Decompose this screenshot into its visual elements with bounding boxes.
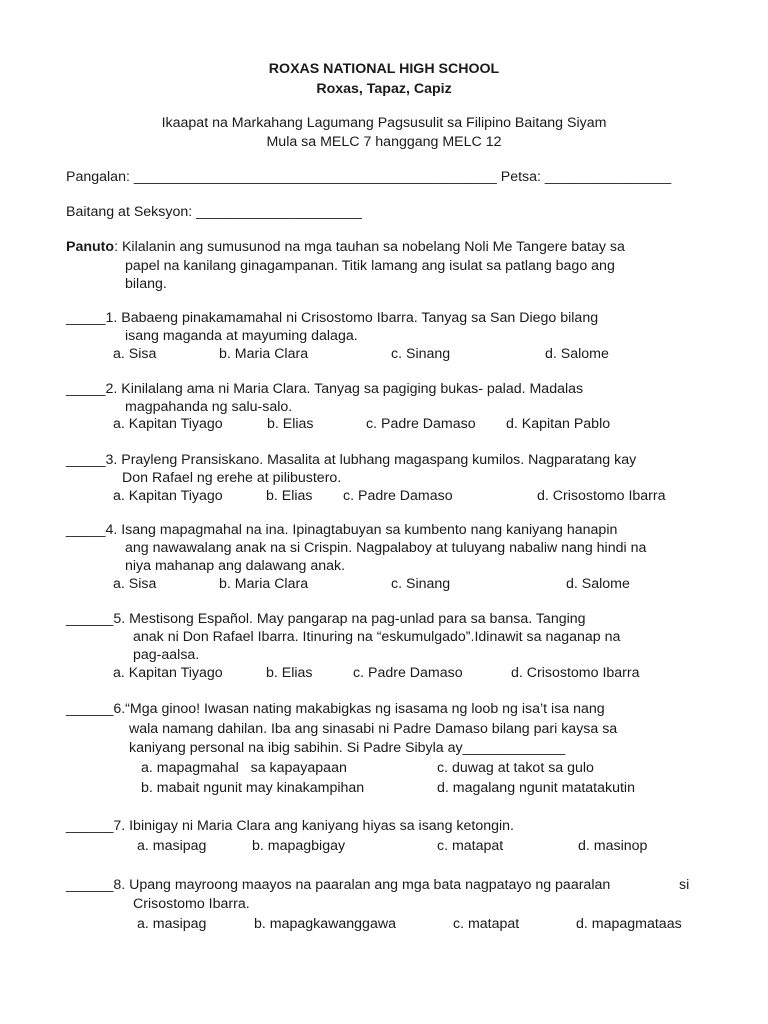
grade-section-line: Baitang at Seksyon: _____________________ [66,204,362,220]
question-5-text-cont-1: anak ni Don Rafael Ibarra. Itinuring na “eskumulgado”.Idinawit sa naganap na [133,629,621,645]
question-6-text-cont-1: wala namang dahilan. Iba ang sinasabi ni Padre Damaso bilang pari kaysa sa [129,721,618,737]
q4-choice-b: b. Maria Clara [219,576,309,592]
q2-choice-d: d. Kapitan Pablo [506,416,611,432]
q3-choice-b: b. Elias [266,488,313,504]
q7-choice-d: d. masinop [578,838,648,854]
question-3-text: _____3. Prayleng Pransiskano. Masalita at lubhang magaspang kumilos. Nagparatang kay [66,452,637,468]
q5-choice-a: a. Kapitan Tiyago [113,665,223,681]
instructions-line-3: bilang. [125,276,167,292]
q4-choice-c: c. Sinang [391,576,451,592]
q6-choice-c: c. duwag at takot sa gulo [437,760,594,776]
q6-choice-d: d. magalang ngunit matatakutin [437,780,635,796]
q2-choice-c: c. Padre Damaso [366,416,476,432]
question-6-text: ______6.“Mga ginoo! Iwasan nating makabigkas ng isasama ng loob ng isa’t isa nang [66,701,605,717]
instructions-text: : Kilalanin ang sumusunod na mga tauhan sa nobelang Noli Me Tangere batay sa [114,239,625,255]
exam-subtitle: Mula sa MELC 7 hanggang MELC 12 [266,134,502,150]
exam-title: Ikaapat na Markahang Lagumang Pagsusulit sa Filipino Baitang Siyam [161,115,607,131]
question-4-text-cont-1: ang nawawalang anak na si Crispin. Nagpalaboy at tuluyang nabaliw nang hindi na [125,540,647,556]
q5-choice-d: d. Crisostomo Ibarra [511,665,640,681]
question-5-text-cont-2: pag-aalsa. [133,647,200,663]
question-4-text-cont-2: niya mahanap ang dalawang anak. [125,558,346,574]
q1-choice-b: b. Maria Clara [219,346,309,362]
question-8-text: ______8. Upang mayroong maayos na paaralan ang mga bata nagpatayo ng paaralan [66,877,611,893]
q3-choice-c: c. Padre Damaso [343,488,453,504]
q3-choice-a: a. Kapitan Tiyago [113,488,223,504]
question-8-text-cont: Crisostomo Ibarra. [133,896,250,912]
q1-choice-c: c. Sinang [391,346,451,362]
q7-choice-b: b. mapagbigay [252,838,346,854]
question-1-text-cont: isang maganda at mayuming dalaga. [125,328,358,344]
question-8-text-tail: si [679,877,690,893]
question-7-text: ______7. Ibinigay ni Maria Clara ang kaniyang hiyas sa isang ketongin. [66,818,514,834]
q6-choice-a: a. mapagmahal sa kapayapaan [141,760,347,776]
question-4-text: _____4. Isang mapagmahal na ina. Ipinagtabuyan sa kumbento nang kaniyang hanapin [66,522,618,538]
question-5-text: ______5. Mestisong Español. May pangarap na pag-unlad para sa bansa. Tanging [66,611,586,627]
q5-choice-c: c. Padre Damaso [353,665,463,681]
name-date-line: Pangalan: ______________________________________________ Petsa: ________________ [66,169,672,185]
question-2-text: _____2. Kinilalang ama ni Maria Clara. Tanyag sa pagiging bukas- palad. Madalas [66,381,584,397]
q2-choice-a: a. Kapitan Tiyago [113,416,223,432]
q2-choice-b: b. Elias [267,416,314,432]
q7-choice-a: a. masipag [137,838,207,854]
q6-choice-b: b. mabait ngunit may kinakampihan [141,780,365,796]
question-1-text: _____1. Babaeng pinakamamahal ni Crisostomo Ibarra. Tanyag sa San Diego bilang [66,310,599,326]
q5-choice-b: b. Elias [266,665,313,681]
q4-choice-d: d. Salome [566,576,630,592]
q4-choice-a: a. Sisa [113,576,157,592]
q8-choice-d: d. mapagmataas [576,916,682,932]
q1-choice-d: d. Salome [545,346,609,362]
school-name: ROXAS NATIONAL HIGH SCHOOL [268,61,500,77]
q3-choice-d: d. Crisostomo Ibarra [537,488,666,504]
question-2-text-cont: magpahanda ng salu-salo. [125,399,293,415]
q8-choice-c: c. matapat [453,916,520,932]
q7-choice-c: c. matapat [437,838,504,854]
instructions-line-2: papel na kanilang ginagampanan. Titik lamang ang isulat sa patlang bago ang [125,258,615,274]
school-location: Roxas, Tapaz, Capiz [316,81,452,97]
question-3-text-cont: Don Rafael ng erehe at pilibustero. [122,470,342,486]
q8-choice-a: a. masipag [137,916,207,932]
question-6-text-cont-2: kaniyang personal na ibig sabihin. Si Padre Sibyla ay_____________ [129,740,566,756]
q8-choice-b: b. mapagkawanggawa [254,916,396,932]
q1-choice-a: a. Sisa [113,346,157,362]
instructions-line-1 [66,239,625,257]
instructions-label: Panuto [66,239,115,255]
